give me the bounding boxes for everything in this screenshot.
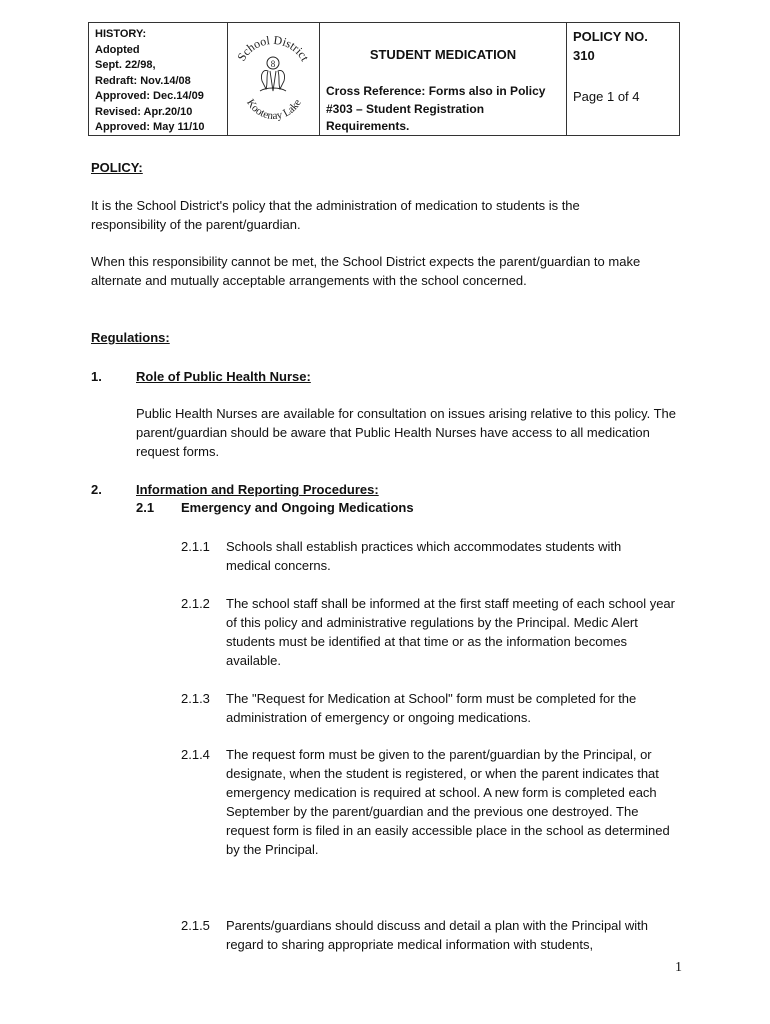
history-line: Adopted: [95, 43, 140, 56]
history-cell: [89, 23, 228, 135]
policy-paragraph-1: It is the School District's policy that the administration of medication to students is the responsibility of the parent/guardian.: [91, 198, 580, 232]
title-cell: [320, 23, 567, 135]
item-number: 2.1.1: [181, 539, 210, 554]
item-number: 2.1.4: [181, 747, 210, 762]
section-2-1-number: 2.1: [136, 500, 155, 515]
section-2-number: 2.: [91, 482, 102, 497]
page-number: 1: [675, 960, 682, 975]
logo-number: 8: [270, 59, 276, 69]
policy-number-cell: [567, 23, 679, 135]
section-1-text: Public Health Nurses are available for consultation on issues arising relative to this policy. The parent/guardian should be aware that Public Health Nurses have access to all medication request forms.: [136, 406, 677, 459]
section-1-title: Role of Public Health Nurse:: [136, 369, 311, 384]
history-line: Approved: Dec.14/09: [95, 90, 204, 102]
policy-heading: POLICY:: [91, 160, 143, 175]
item-text: Parents/guardians should discuss and detail a plan with the Principal with regard to sharing appropriate medical information with students,: [226, 918, 649, 952]
history-line: HISTORY:: [95, 28, 147, 40]
history-line: Approved: May 11/10: [95, 121, 205, 133]
school-district-logo: [230, 25, 316, 131]
item-text: The "Request for Medication at School" form must be completed for the administration of emergency or ongoing medications.: [226, 691, 637, 725]
policy-header-table: [88, 22, 680, 136]
history-line: Revised: Apr.20/10: [95, 105, 193, 118]
item-text: The school staff shall be informed at the first staff meeting of each school year of this policy and administrative regulations by the Principal. Medic Alert students must be identified at that time or as the information becomes available.: [226, 596, 675, 668]
policy-no: 310: [573, 48, 595, 63]
policy-no-label: POLICY NO.: [573, 29, 648, 44]
svg-text:Kootenay Lake: [244, 97, 304, 122]
logo-text-bottom: Kootenay Lake: [244, 97, 304, 123]
item-number: 2.1.3: [181, 691, 210, 706]
section-1-number: 1.: [91, 369, 102, 384]
section-2-1-title: Emergency and Ongoing Medications: [181, 500, 414, 515]
item-text: Schools shall establish practices which accommodates students with medical concerns.: [226, 539, 622, 573]
item-number: 2.1.5: [181, 918, 210, 933]
page-label: Page 1 of 4: [573, 89, 640, 104]
section-2-title: Information and Reporting Procedures:: [136, 482, 379, 497]
logo-cell: [228, 23, 320, 135]
logo-text-top: School District: [234, 32, 312, 64]
policy-paragraph-2: When this responsibility cannot be met, the School District expects the parent/guardian to make alternate and mutually acceptable arrangements with the school concerned.: [91, 254, 641, 288]
item-text: The request form must be given to the parent/guardian by the Principal, or designate, when the student is registered, or when the parent indicates that emergency medication is required at school. A new form is completed each September by the parent/guardian and the previous one destroyed. The request form is filed in an easily accessible place in the school as determined by the Principal.: [226, 747, 670, 857]
history-line: Sept. 22/98,: [95, 59, 156, 71]
item-number: 2.1.2: [181, 596, 210, 611]
history-line: Redraft: Nov.14/08: [95, 74, 191, 87]
policy-title: STUDENT MEDICATION: [369, 47, 517, 62]
cross-reference: Cross Reference: Forms also in Policy #303 – Student Registration Requirements.: [326, 84, 546, 133]
regulations-heading: Regulations:: [91, 330, 170, 345]
